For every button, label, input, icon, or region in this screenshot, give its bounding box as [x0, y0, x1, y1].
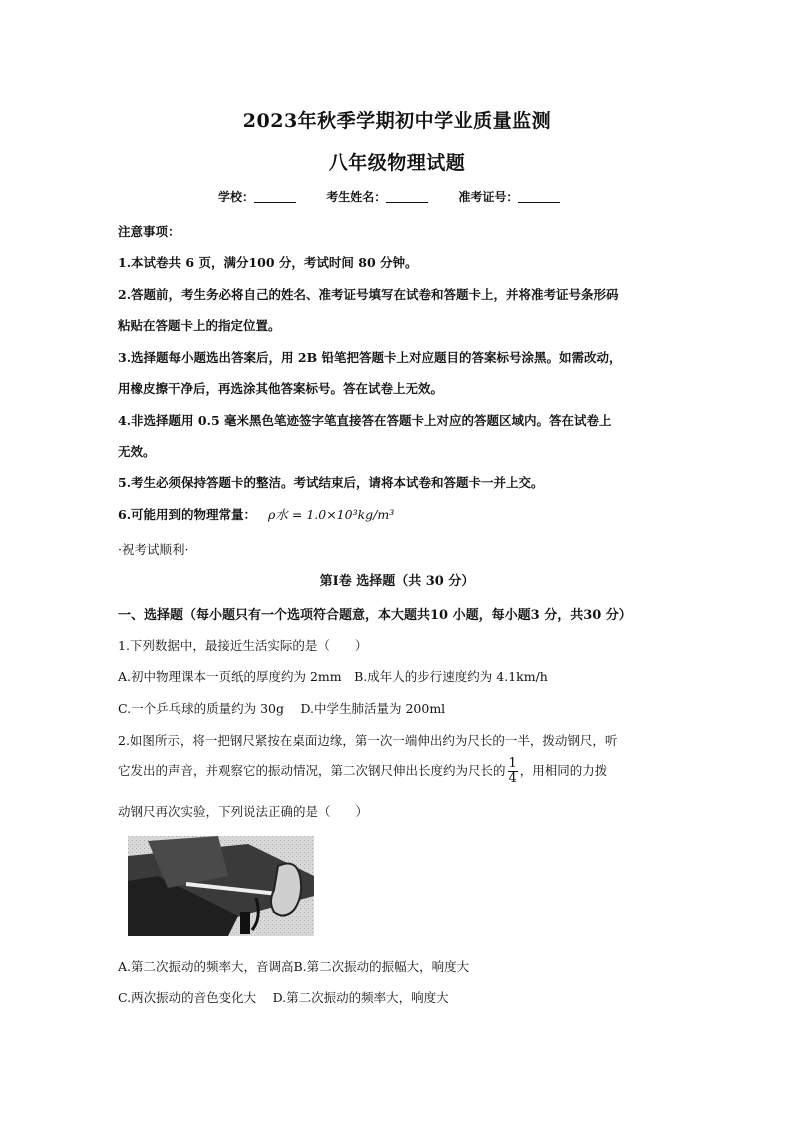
note-5: 5.考生必须保持答题卡的整洁。考试结束后，请将本试卷和答题卡一并上交。: [118, 475, 544, 490]
q2-stem-2: [118, 757, 607, 786]
note-4a: 4.非选择题用 0.5 毫米黑色笔迹签字笔直接答在答题卡上对应的答题区域内。答在试卷上: [118, 413, 612, 428]
id-label: 准考证号：: [458, 190, 519, 204]
school-label: 学校：: [218, 190, 255, 204]
note-3a: 3.选择题每小题选出答案后，用 2B 铅笔把答题卡上对应题目的答案标号涂黑。如需改动，: [118, 350, 622, 365]
candidate-info: [218, 188, 586, 205]
ruler-desk-photo: [128, 836, 314, 936]
q2-stem-1: 2.如图所示，将一把钢尺紧按在桌面边缘，第一次一端伸出约为尺长的一半，拨动钢尺，听: [118, 733, 618, 748]
note-6: [118, 505, 394, 523]
name-blank: [386, 191, 428, 203]
q1-options-cd: C.一个乒乓球的质量约为 30g D.中学生肺活量为 200ml: [118, 701, 446, 716]
name-label: 考生姓名：: [326, 190, 387, 204]
fraction-numerator: 1: [508, 756, 517, 771]
q2-stem-2-pre: 它发出的声音，并观察它的振动情况，第二次钢尺伸出长度约为尺长的: [118, 763, 506, 778]
q2-options-cd: C.两次振动的音色变化大 D.第二次振动的频率大，响度大: [118, 990, 449, 1005]
note-6-label: 6.可能用到的物理常量：: [118, 507, 257, 522]
notes-heading: 注意事项：: [118, 224, 181, 239]
quarter-fraction: [508, 757, 518, 786]
note-1: 1.本试卷共 6 页，满分100 分，考试时间 80 分钟。: [118, 255, 418, 270]
part-heading: 一、选择题（每小题只有一个选项符合题意，本大题共10 小题，每小题3 分，共30 分）: [118, 608, 632, 623]
fraction-denominator: 4: [508, 771, 517, 786]
id-blank: [518, 191, 560, 203]
q2-options-ab: A.第二次振动的频率大，音调高B.第二次振动的振幅大，响度大: [118, 959, 470, 974]
exam-subtitle: 八年级物理试题: [328, 152, 466, 174]
water-density-formula: ρ水 = 1.0×10³kg/m³: [268, 507, 395, 522]
q1-options-ab: A.初中物理课本一页纸的厚度约为 2mm B.成年人的步行速度约为 4.1km/h: [118, 669, 548, 684]
section-title: 第Ⅰ卷 选择题（共 30 分）: [319, 574, 475, 589]
exam-title: 2023年秋季学期初中学业质量监测: [242, 110, 552, 132]
school-blank: [254, 191, 296, 203]
q2-stem-2-post: ，用相同的力拨: [519, 763, 608, 778]
note-4b: 无效。: [118, 444, 156, 459]
q2-stem-3: 动钢尺再次实验，下列说法正确的是（ ）: [118, 804, 369, 819]
note-3b: 用橡皮擦干净后，再选涂其他答案标号。答在试卷上无效。: [118, 381, 444, 396]
good-luck-text: ·祝考试顺利·: [118, 542, 189, 557]
note-2b: 粘贴在答题卡上的指定位置。: [118, 318, 281, 333]
q1-stem: 1.下列数据中，最接近生活实际的是（ ）: [118, 638, 368, 653]
note-2a: 2.答题前，考生务必将自己的姓名、准考证号填写在试卷和答题卡上，并将准考证号条形码: [118, 287, 619, 302]
